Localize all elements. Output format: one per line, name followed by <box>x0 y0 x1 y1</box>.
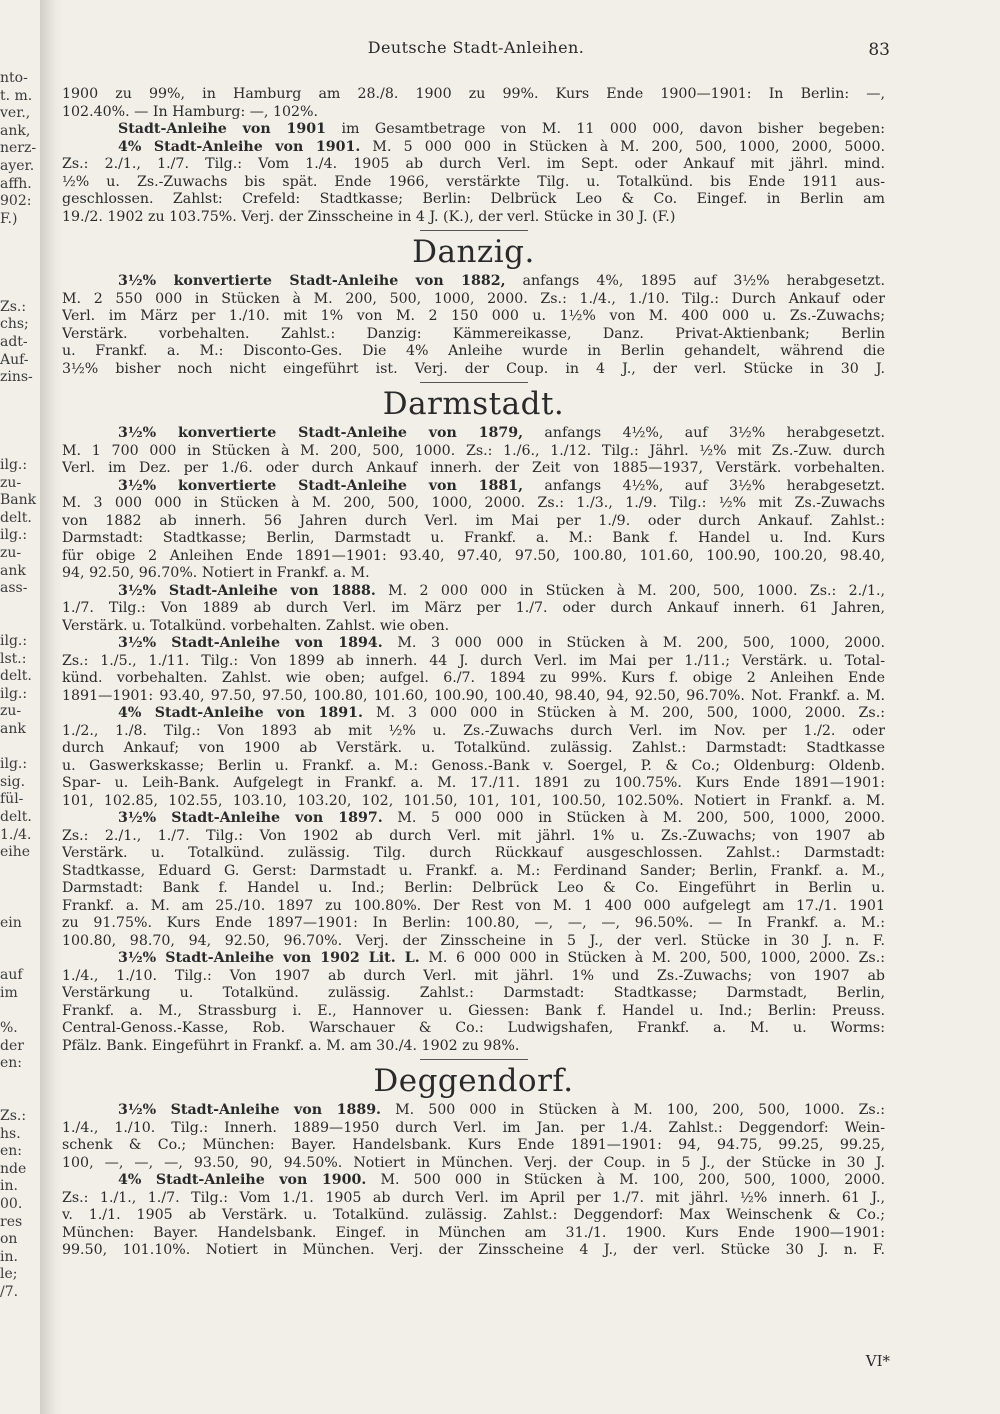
line-text: 100.80, 98.70, 94, 92.50, 96.70%. Verj. der Zinsscheine in 5 J., der verl. Stücke in 30 J. n. F. <box>62 932 885 949</box>
text-line <box>62 548 885 566</box>
line-text: v. 1./1. 1905 ab Verstärk. u. Totalkünd. zulässig. Zahlst.: Deggendorf: Max Weinschenk & Co.; <box>62 1207 885 1223</box>
margin-fragment: /7. <box>0 1283 19 1300</box>
text-line <box>62 156 885 174</box>
text-line <box>62 1120 885 1138</box>
margin-fragment: affh. <box>0 175 32 192</box>
margin-fragment: nde <box>0 1160 27 1177</box>
margin-fragment: nto- <box>0 70 28 86</box>
text-line <box>62 530 885 548</box>
section-divider <box>420 230 528 231</box>
line-text: Verl. im März per 1./10. mit 1% von M. 2 150 000 u. 1½% von M. 400 000 u. Zs.-Zuwachs; <box>62 308 885 324</box>
line-text: Spar- u. Leih-Bank. Aufgelegt in Frankf. a. M. 17./11. 1891 zu 100.75%. Kurs Ende 1891—1901: <box>62 775 885 791</box>
line-text: M. 3 000 000 in Stücken à M. 200, 500, 1000, 2000. Zs.: 1./3., 1./9. Tilg.: ½% mit Zs.-Zuwachs <box>62 495 885 511</box>
text-line <box>62 880 885 898</box>
line-text: 1900 zu 99%, in Hamburg am 28./8. 1900 zu 99%. Kurs Ende 1900—1901: In Berlin: —, <box>62 86 885 102</box>
margin-fragment <box>0 879 42 897</box>
text-line <box>62 361 885 379</box>
margin-fragment: en: <box>0 1143 23 1160</box>
margin-fragment <box>0 950 42 968</box>
line-text: Zs.: 2./1., 1./7. Tilg.: Von 1902 ab durch Verl. mit jährl. 1% u. Zs.-Zuwachs; von 1907 ab <box>62 827 885 844</box>
line-text: Zs.: 1./5., 1./11. Tilg.: Von 1899 ab innerh. 44 J. durch Verl. im Mai per 1./11.; Verstärk. u. Total- <box>62 652 885 669</box>
margin-fragment: sig. <box>0 773 26 790</box>
text-line <box>62 460 885 478</box>
section-divider <box>420 1059 528 1060</box>
city-heading: Danzig. <box>412 234 535 270</box>
loan-title: 3½% konvertierte Stadt-Anleihe von 1881, <box>118 477 524 494</box>
text-line <box>62 828 885 846</box>
margin-fragment <box>0 264 42 282</box>
line-text: M. 1 700 000 in Stücken à M. 200, 500, 1000. Zs.: 1./6., 1./12. Tilg.: Jährl. ½% mit Zs.-Zuw. durch <box>62 442 885 459</box>
text-line <box>62 723 885 741</box>
line-text: Verstärk. u. Totalkünd. vorbehalten. Zahlst. wie oben. <box>62 617 450 634</box>
line-text: Darmstadt: Stadtkasse; Berlin, Darmstadt u. Frankf. a. M.: Bank f. Handel u. Ind. Kurs <box>62 530 885 546</box>
loan-entry-heading-line <box>62 1102 885 1120</box>
margin-fragment: ilg.: <box>0 457 28 474</box>
text-line <box>62 933 885 951</box>
margin-fragment <box>0 739 42 757</box>
line-text: Frankf. a. M., Strassburg i. E., Hannover u. Giessen: Bank f. Handel u. Ind.; Berlin: Preuss. <box>62 1002 885 1019</box>
loan-title: 3½% Stadt-Anleihe von 1888. <box>118 582 376 599</box>
margin-fragment: res <box>0 1213 23 1230</box>
margin-fragment: zu- <box>0 474 22 491</box>
margin-fragment: delt. <box>0 509 32 526</box>
line-text: schenk & Co.; München: Bayer. Handelsbank. Kurs Ende 1891—1901: 94, 94.75, 99.25, 99.25, <box>62 1137 885 1153</box>
loan-entry-heading-line <box>62 139 885 157</box>
line-text: von 1882 ab innerh. 56 Jahren durch Verl. im Mai per 1./9. oder durch Ankauf. Zahlst.: <box>62 512 885 529</box>
line-text: Frankf. a. M. am 25./10. 1897 zu 100.80%. Der Rest von M. 1 400 000 aufgelegt am 17./1. 1901 <box>62 897 885 914</box>
line-text: 19./2. 1902 zu 103.75%. Verj. der Zinsscheine in 4 J. (K.), der verl. Stücke in 30 J. (F.) <box>62 208 676 225</box>
text-line <box>62 326 885 344</box>
text-line <box>62 209 885 227</box>
margin-fragment: in. <box>0 1248 18 1265</box>
margin-fragment <box>0 387 42 405</box>
line-text: anfangs 4½%, auf 3½% herabgesetzt. <box>523 425 885 441</box>
line-text: M. 5 000 000 in Stücken à M. 200, 500, 1000, 2000. <box>382 810 885 826</box>
loan-title: 3½% konvertierte Stadt-Anleihe von 1879, <box>118 425 524 441</box>
line-text: M. 3 000 000 in Stücken à M. 200, 500, 1000, 2000. <box>382 635 885 651</box>
line-text: M. 2 550 000 in Stücken à M. 200, 500, 1000, 2000. Zs.: 1./4., 1./10. Tilg.: Durch Ankauf oder <box>62 290 885 307</box>
text-line <box>62 565 885 583</box>
line-text: u. Frankf. a. M.: Disconto-Ges. Die 4% Anleihe wurde in Berlin gehandelt, während die <box>62 343 885 359</box>
line-text: zu 91.75%. Kurs Ende 1897—1901: In Berlin: 100.80, —, —, —, 96.50%. — In Frankf. a. M.: <box>62 915 885 931</box>
margin-fragment: on <box>0 1231 18 1248</box>
margin-fragment <box>0 1073 42 1091</box>
text-line <box>62 1207 885 1225</box>
loan-entry-heading-line <box>62 583 885 601</box>
loan-entry-heading-line <box>62 121 885 139</box>
line-text: Verstärkung u. Totalkünd. zulässig. Zahlst.: Darmstadt: Stadtkasse; Darmstadt, Berlin, <box>62 985 885 1001</box>
line-text: durch Ankauf; von 1900 ab Verstärk. u. Totalkünd. zulässig. Zahlst.: Darmstadt: Stadtkasse <box>62 740 885 756</box>
line-text: M. 500 000 in Stücken à M. 100, 200, 500, 1000. Zs.: <box>381 1102 885 1118</box>
line-text: 1./4., 1./10. Tilg.: Von 1907 ab durch Verl. mit jährl. 1% und Zs.-Zuwachs; von 1907 ab <box>62 967 885 984</box>
line-text: München: Bayer. Handelsbank. Eingef. in München am 31./1. 1900. Kurs Ende 1900—1901: <box>62 1224 885 1241</box>
text-line <box>62 968 885 986</box>
text-line <box>62 688 885 706</box>
line-text: 1./7. Tilg.: Von 1889 ab durch Verl. im März per 1./7. oder durch Ankauf innerh. 61 Jahren, <box>62 600 885 616</box>
adjacent-page-fragments <box>0 70 42 1302</box>
margin-fragment: eihe <box>0 844 31 861</box>
margin-fragment <box>0 615 42 633</box>
loan-entry-heading-line <box>62 950 885 968</box>
line-text: im Gesamtbetrage von M. 11 000 000, davon bisher begeben: <box>326 121 885 137</box>
city-heading: Darmstadt. <box>382 386 565 422</box>
loan-title: 3½% Stadt-Anleihe von 1902 Lit. L. <box>118 950 420 966</box>
text-line <box>62 758 885 776</box>
margin-fragment: ank <box>0 562 26 579</box>
header-title: Deutsche Stadt-Anleihen. <box>367 38 585 57</box>
loan-entry-heading-line <box>62 1172 885 1190</box>
line-text: 101, 102.85, 102.55, 103.10, 103.20, 102, 101.50, 101, 101, 100.50, 102.50%. Notiert in Frankf. a. M. <box>62 792 885 809</box>
text-line <box>62 443 885 461</box>
loan-title: 3½% Stadt-Anleihe von 1897. <box>118 810 383 826</box>
text-line <box>62 618 885 636</box>
text-line <box>62 86 885 104</box>
text-line <box>62 985 885 1003</box>
margin-fragment: ank, <box>0 122 31 139</box>
running-header <box>62 38 890 60</box>
text-line <box>62 1020 885 1038</box>
page-number: 83 <box>868 40 890 60</box>
margin-fragment <box>0 1090 42 1108</box>
line-text: ½% u. Zs.-Zuwachs bis spät. Ende 1966, verstärkte Tilg. u. Totalkünd. bis Ende 1911 aus- <box>62 173 885 190</box>
line-text: M. 5 000 000 in Stücken à M. 200, 500, 1000, 2000, 5000. <box>360 138 885 155</box>
text-column <box>62 86 885 1260</box>
margin-fragment: auf <box>0 967 23 984</box>
line-text: Zs.: 1./1., 1./7. Tilg.: Vom 1./1. 1905 ab durch Verl. im April per 1./7. mit jährl. ½% innerh. 61 J., <box>62 1189 885 1206</box>
margin-fragment: Zs.: <box>0 298 27 315</box>
line-text: anfangs 4%, 1895 auf 3½% herabgesetzt. <box>505 273 885 289</box>
line-text: anfangs 4½%, auf 3½% herabgesetzt. <box>523 477 885 494</box>
line-text: für obige 2 Anleihen Ende 1891—1901: 93.40, 97.40, 97.50, 100.80, 101.60, 100.90, 100.20, 98.40, <box>62 547 885 564</box>
margin-fragment: ver., <box>0 105 31 122</box>
loan-title: 3½% konvertierte Stadt-Anleihe von 1882, <box>118 273 506 289</box>
margin-fragment: en: <box>0 1055 23 1072</box>
margin-fragment: ilg.: <box>0 685 28 702</box>
loan-title: 3½% Stadt-Anleihe von 1894. <box>118 635 383 651</box>
line-text: M. 500 000 in Stücken à M. 100, 200, 500, 1000, 2000. <box>366 1172 885 1188</box>
text-line <box>62 915 885 933</box>
loan-entry-heading-line <box>62 810 885 828</box>
margin-fragment: zu- <box>0 545 22 562</box>
line-text: Zs.: 2./1., 1./7. Tilg.: Vom 1./4. 1905 ab durch Verl. im Sept. oder Ankauf mit jährl. mind. <box>62 156 885 172</box>
text-line <box>62 343 885 361</box>
margin-fragment: nerz- <box>0 140 37 157</box>
text-line <box>62 600 885 618</box>
margin-fragment: F.) <box>0 210 18 227</box>
line-text: Verstärk. u. Totalkünd. zulässig. Tilg. durch Rückkauf ausgeschlossen. Zahlst.: Darmstadt: <box>62 845 885 861</box>
margin-fragment: fül- <box>0 791 24 808</box>
line-text: Stadtkasse, Eduard G. Gerst: Darmstadt u. Frankf. a. M.: Ferdinand Sander; Berlin, Frankf. a. M., <box>62 862 885 879</box>
loan-entry-heading-line <box>62 705 885 723</box>
line-text: 1./2., 1./8. Tilg.: Von 1893 ab mit ½% u. Zs.-Zuwachs durch Verl. im Nov. per 1./2. oder <box>62 722 885 739</box>
text-line <box>62 845 885 863</box>
city-heading: Deggendorf. <box>373 1063 574 1099</box>
margin-fragment: adt- <box>0 333 28 350</box>
text-line <box>62 104 885 122</box>
margin-fragment: ilg.: <box>0 527 28 544</box>
margin-fragment <box>0 404 42 422</box>
line-text: M. 6 000 000 in Stücken à M. 200, 500, 1000, 2000. Zs.: <box>419 950 885 966</box>
margin-fragment: delt. <box>0 808 32 825</box>
section-divider <box>420 382 528 383</box>
text-line <box>62 191 885 209</box>
line-text: M. 2 000 000 in Stücken à M. 200, 500, 1000. Zs.: 2./1., <box>375 582 885 599</box>
line-text: geschlossen. Zahlst: Crefeld: Stadtkasse; Berlin: Delbrück Leo & Co. Eingef. in Berlin am <box>62 191 885 207</box>
margin-fragment: im <box>0 984 18 1001</box>
loan-entry-heading-line <box>62 273 885 291</box>
margin-fragment: 00. <box>0 1196 23 1212</box>
margin-fragment <box>0 228 42 246</box>
text-line <box>62 653 885 671</box>
line-text: künd. vorbehalten. Zahlst. wie oben; aufgel. 6./7. 1894 zu 99%. Kurs f. obige 2 Anleihen Ende <box>62 670 885 686</box>
margin-fragment: 902: <box>0 193 32 210</box>
text-line <box>62 670 885 688</box>
text-line <box>62 1137 885 1155</box>
margin-fragment <box>0 281 42 299</box>
margin-fragment <box>0 862 42 880</box>
text-line <box>62 513 885 531</box>
margin-fragment <box>0 439 42 457</box>
margin-fragment: Bank <box>0 492 37 509</box>
text-line <box>62 1190 885 1208</box>
text-line <box>62 308 885 326</box>
signature-mark: VI* <box>865 1352 890 1370</box>
line-text: 3½% bisher noch nicht eingeführt ist. Verj. der Coup. in 4 J., der verl. Stücke in 30 J. <box>62 360 885 377</box>
margin-fragment: ilg.: <box>0 633 28 649</box>
text-line <box>62 740 885 758</box>
text-line <box>62 1003 885 1021</box>
margin-fragment: le; <box>0 1266 18 1283</box>
loan-title: 4% Stadt-Anleihe von 1900. <box>118 1172 367 1188</box>
text-line <box>62 495 885 513</box>
margin-fragment: ayer. <box>0 157 35 174</box>
margin-fragment: Auf- <box>0 351 29 368</box>
text-line <box>62 1242 885 1260</box>
text-line <box>62 174 885 192</box>
line-text: 99.50, 101.10%. Notiert in München. Verj. der Zinsscheine 4 J., der verl. Stücke 30 J. n. F. <box>62 1242 885 1258</box>
line-text: Central-Genoss.-Kasse, Rob. Warschauer & Co.: Ludwigshafen, Frankf. a. M. u. Worms: <box>62 1020 885 1036</box>
margin-fragment: lst.: <box>0 650 27 667</box>
margin-fragment: delt. <box>0 668 32 685</box>
loan-title: Stadt-Anleihe von 1901 <box>118 121 327 137</box>
loan-entry-heading-line <box>62 635 885 653</box>
line-text: 1891—1901: 93.40, 97.50, 97.50, 100.80, 101.60, 100.90, 100.40, 98.40, 94, 92.50, 96.70%. Not. Frankf. a. M. <box>62 687 885 704</box>
margin-fragment <box>0 598 42 616</box>
text-line <box>62 898 885 916</box>
margin-fragment <box>0 422 42 440</box>
gutter-shadow <box>40 0 64 1414</box>
text-line <box>62 291 885 309</box>
line-text: u. Gaswerkskasse; Berlin u. Frankf. a. M.: Genoss.-Bank v. Soergel, P. & Co.; Oldenburg: Oldenb. <box>62 757 885 774</box>
text-line <box>62 1225 885 1243</box>
margin-fragment <box>0 246 42 264</box>
loan-entry-heading-line <box>62 425 885 443</box>
margin-fragment: hs. <box>0 1125 21 1142</box>
line-text: Verstärk. vorbehalten. Zahlst.: Danzig: Kämmereikasse, Danz. Privat-Aktienbank; Berlin <box>62 325 885 342</box>
line-text: 1./4., 1./10. Tilg.: Innerh. 1889—1950 durch Verl. im Jan. per 1./4. Zahlst.: Deggendorf: Wein- <box>62 1119 885 1136</box>
line-text: 100, —, —, —, 93.50, 90, 94.50%. Notiert in München. Verj. der Coup. in 5 J., der Stücke in 30 J. <box>62 1154 885 1171</box>
text-line <box>62 775 885 793</box>
margin-fragment: %. <box>0 1020 18 1037</box>
margin-fragment: zins- <box>0 369 33 386</box>
text-line <box>62 1038 885 1056</box>
margin-fragment <box>0 1002 42 1020</box>
line-text: 102.40%. — In Hamburg: —, 102%. <box>62 103 319 120</box>
line-text: Pfälz. Bank. Eingeführt in Frankf. a. M. am 30./4. 1902 zu 98%. <box>62 1037 520 1054</box>
margin-fragment: ein <box>0 914 22 931</box>
line-text: Verl. im Dez. per 1./6. oder durch Ankauf innerh. der Zeit von 1885—1937, Verstärk. vorbehalten. <box>62 460 885 476</box>
line-text: 94, 92.50, 96.70%. Notiert in Frankf. a. M. <box>62 565 370 581</box>
margin-fragment: chs; <box>0 316 29 333</box>
margin-fragment <box>0 932 42 950</box>
loan-entry-heading-line <box>62 478 885 496</box>
margin-fragment <box>0 897 42 915</box>
margin-fragment: in. <box>0 1178 18 1195</box>
line-text: Darmstadt: Bank f. Handel u. Ind.; Berlin: Delbrück Leo & Co. Eingeführt in Berlin u. <box>62 880 885 896</box>
margin-fragment: 1./4. <box>0 826 32 843</box>
text-line <box>62 1155 885 1173</box>
loan-title: 3½% Stadt-Anleihe von 1889. <box>118 1102 382 1118</box>
line-text: M. 3 000 000 in Stücken à M. 200, 500, 1000, 2000. Zs.: <box>362 705 885 721</box>
margin-fragment: der <box>0 1037 24 1054</box>
margin-fragment: t. m. <box>0 87 33 104</box>
margin-fragment: zu- <box>0 703 22 720</box>
loan-title: 4% Stadt-Anleihe von 1891. <box>118 705 363 721</box>
text-line <box>62 863 885 881</box>
margin-fragment: Zs.: <box>0 1108 27 1125</box>
margin-fragment: ass- <box>0 580 28 597</box>
margin-fragment: ilg.: <box>0 756 28 773</box>
loan-title: 4% Stadt-Anleihe von 1901. <box>118 138 361 155</box>
margin-fragment: ank <box>0 720 26 737</box>
text-line <box>62 793 885 811</box>
